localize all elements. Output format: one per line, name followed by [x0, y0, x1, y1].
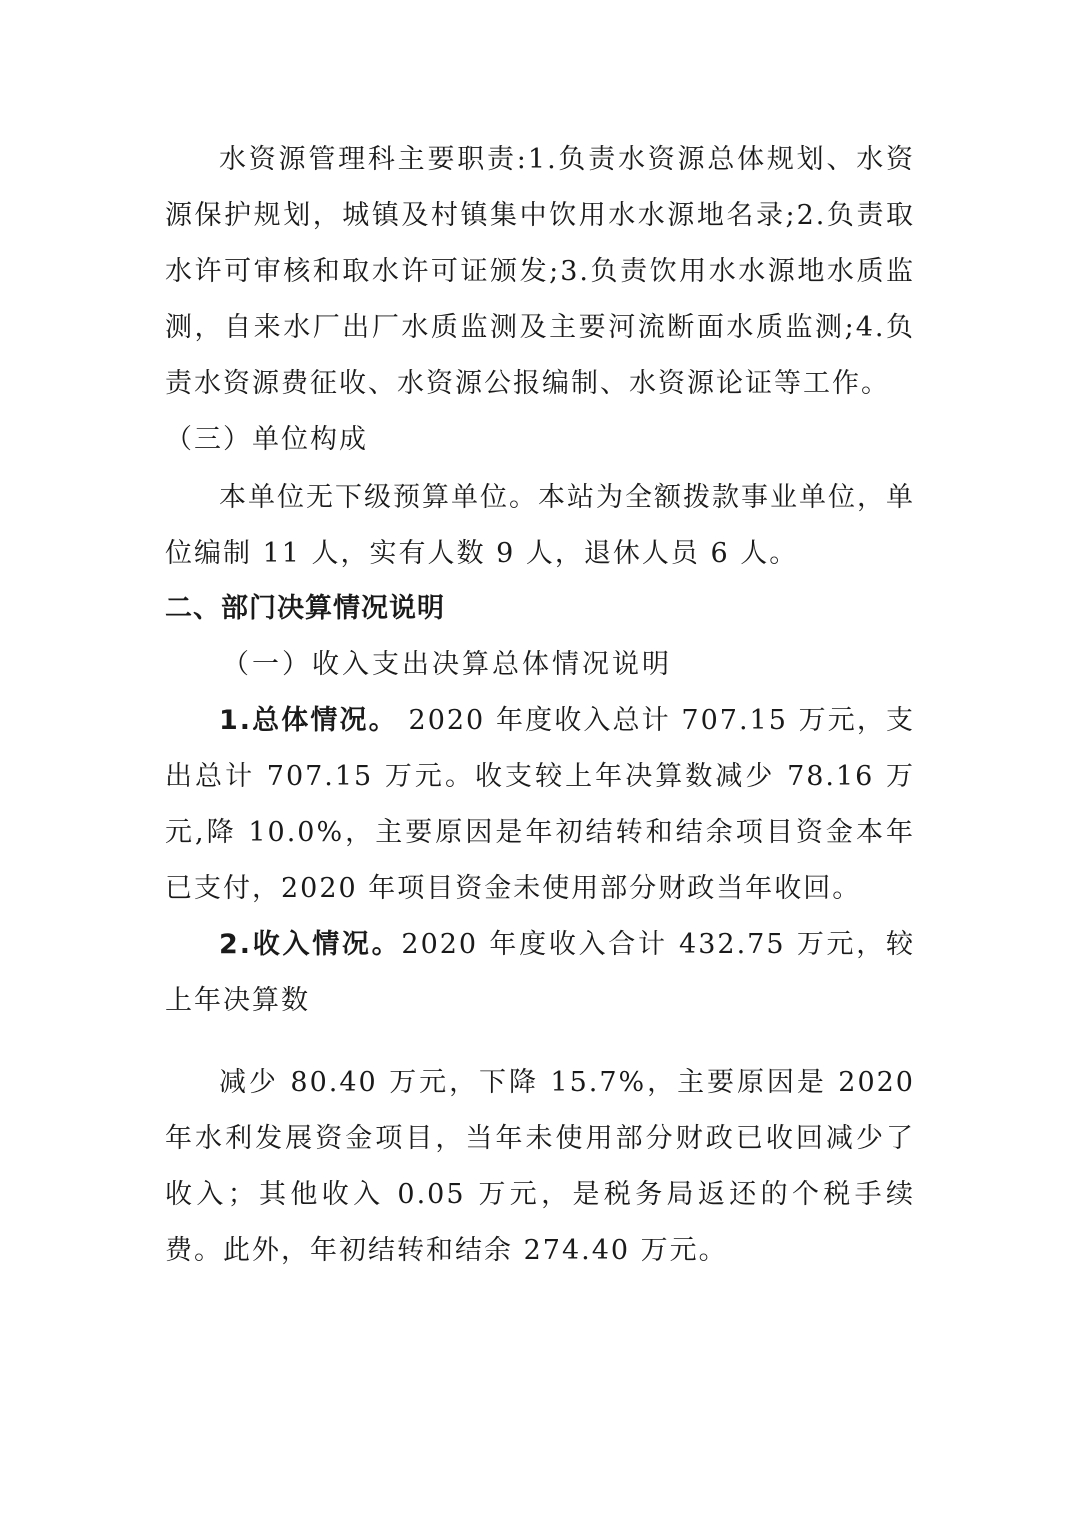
overall-situation-paragraph	[165, 693, 915, 917]
overall-situation-text: 2020 年度收入总计 707.15 万元，支出总计 707.15 万元。收支较上年决算数减少 78.16 万元,降 10.0%，主要原因是年初结转和结余项目资金本年已支付，2020 年项目资金未使用部分财政当年收回。	[165, 705, 915, 904]
income-situation-continued: 减少 80.40 万元，下降 15.7%，主要原因是 2020 年水利发展资金项目，当年未使用部分财政已收回减少了收入；其他收入 0.05 万元，是税务局返还的个税手续费。此外，年初结转和结余 274.40 万元。	[165, 1067, 915, 1266]
overall-situation-lead: 1.总体情况。	[219, 705, 398, 736]
income-expenditure-subheading: （一）收入支出决算总体情况说明	[222, 649, 672, 680]
unit-composition-heading: （三）单位构成	[165, 424, 368, 455]
income-situation-text: 2020 年度收入合计 432.75 万元，较上年决算数	[165, 929, 916, 1016]
duties-paragraph: 水资源管理科主要职责:1.负责水资源总体规划、水资源保护规划，城镇及村镇集中饮用水水源地名录;2.负责取水许可审核和取水许可证颁发;3.负责饮用水水源地水质监测，自来水厂出厂水质监测及主要河流断面水质监测;4.负责水资源费征收、水资源公报编制、水资源论证等工作。	[165, 144, 915, 399]
section-heading: 二、部门决算情况说明	[165, 593, 445, 624]
income-situation-lead: 2.收入情况。	[219, 929, 402, 960]
income-situation-paragraph	[165, 917, 915, 1029]
unit-composition-paragraph: 本单位无下级预算单位。本站为全额拨款事业单位，单位编制 11 人，实有人数 9 人，退休人员 6 人。	[165, 482, 915, 569]
